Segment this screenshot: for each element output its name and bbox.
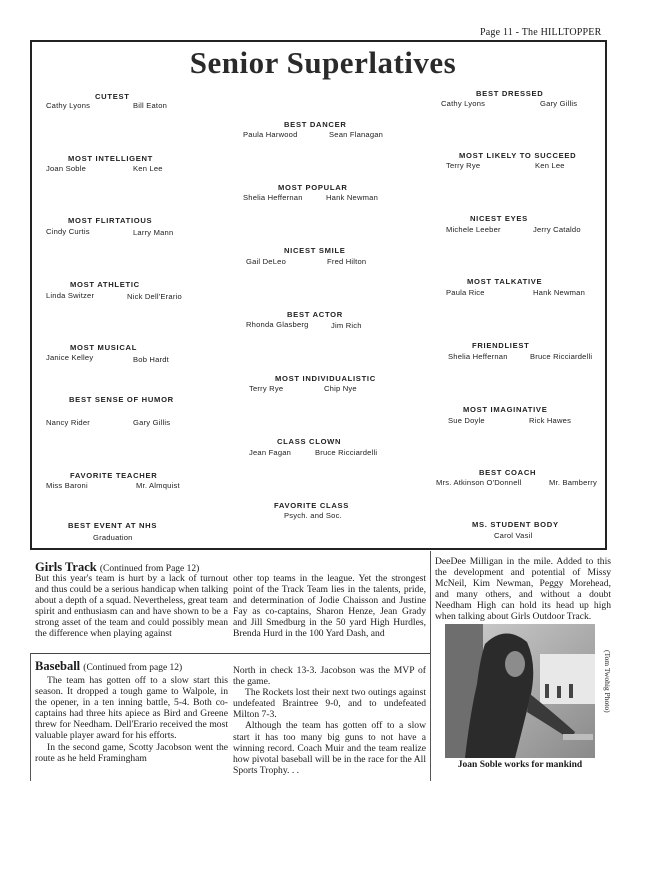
article-text: Although the team has gotten off to a slow start it has too many big guns to not have a winning record. Coach Muir and the team realize how pivotal baseball will be in the race for the All Sports Trophy. . .: [233, 720, 426, 776]
award-category: MOST FLIRTATIOUS: [68, 216, 153, 225]
award-winner: Hank Newman: [533, 288, 586, 297]
award-winner: Jerry Cataldo: [533, 225, 581, 234]
award-winner: Rhonda Glasberg: [246, 320, 309, 329]
award-category: BEST EVENT AT NHS: [68, 521, 158, 530]
award-winner: Mr. Almquist: [136, 481, 180, 490]
page-title: Senior Superlatives: [189, 45, 457, 80]
article-title-baseball: [35, 659, 182, 674]
award-winner: Michele Leeber: [446, 225, 501, 234]
award-category: CUTEST: [95, 92, 130, 101]
award-winner: Gail DeLeo: [246, 257, 286, 266]
award-category: NICEST EYES: [470, 214, 528, 223]
award-winner: Bill Eaton: [133, 101, 168, 110]
award-winner: Bruce Ricciardelli: [315, 448, 378, 457]
award-winner: Joan Soble: [46, 164, 86, 173]
award-winner: Psych. and Soc.: [284, 511, 342, 520]
section-divider: [30, 653, 31, 781]
photo-joan-soble: [445, 624, 595, 758]
award-winner: Cindy Curtis: [46, 227, 90, 236]
award-category: NICEST SMILE: [284, 246, 346, 255]
award-category: MOST TALKATIVE: [467, 277, 543, 286]
award-category: MOST POPULAR: [278, 183, 348, 192]
award-category: MOST MUSICAL: [70, 343, 138, 352]
award-winner: Chip Nye: [324, 384, 357, 393]
award-winner: Larry Mann: [133, 228, 174, 237]
award-category: CLASS CLOWN: [277, 437, 342, 446]
article-text: The Rockets lost their next two outings against undefeated Braintree 9-0, and to undefeated Milton 7-3.: [233, 687, 426, 721]
award-winner: Paula Rice: [446, 288, 485, 297]
column-divider: [430, 551, 431, 781]
award-winner: Sean Flanagan: [329, 130, 384, 139]
award-winner: Hank Newman: [326, 193, 379, 202]
award-winner: Jean Fagan: [249, 448, 292, 457]
award-winner: Shelia Heffernan: [243, 193, 303, 202]
award-winner: Mrs. Atkinson O'Donnell: [436, 478, 522, 487]
award-category: BEST DANCER: [284, 120, 347, 129]
award-winner: Jim Rich: [331, 321, 362, 330]
award-winner: Mr. Bamberry: [549, 478, 597, 487]
award-category: MS. STUDENT BODY: [472, 520, 559, 529]
award-winner: Linda Switzer: [46, 291, 95, 300]
article-text: DeeDee Milligan in the mile. Added to this the development and potential of Missy McNeil, Kim Newman, Peggy Morehead, and many others, and without a doubt Needham High can hold its head up high when talking about Girls Outdoor Track.: [435, 556, 611, 623]
award-category: MOST IMAGINATIVE: [463, 405, 548, 414]
award-winner: Cathy Lyons: [441, 99, 486, 108]
award-category: BEST DRESSED: [476, 89, 544, 98]
photo-caption: Joan Soble works for mankind: [457, 760, 583, 770]
baseball-col1: [35, 675, 228, 764]
award-winner: Ken Lee: [535, 161, 565, 170]
award-category: MOST ATHLETIC: [70, 280, 140, 289]
award-winner: Carol Vasil: [494, 531, 533, 540]
award-winner: Bob Hardt: [133, 355, 169, 364]
award-winner: Miss Baroni: [46, 481, 88, 490]
award-winner: Sue Doyle: [448, 416, 485, 425]
continued-note: (Continued from Page 12): [99, 564, 200, 574]
article-text: North in check 13-3. Jacobson was the MVP of the game.: [233, 665, 426, 688]
award-winner: Graduation: [93, 533, 133, 542]
award-category: MOST INTELLIGENT: [68, 154, 154, 163]
award-winner: Nick Dell'Erario: [127, 292, 182, 301]
article-text: other top teams in the league. Yet the strongest point of the Track Team lies in the talents, pride, and determination of Jodie Chaisson and Justine Fay as co-captains, Sharon Henze, Jean Grady and Jill Smedburg in the 50 yard High Hurdles, Brenda Hurd in the 100 Yard Dash, and: [233, 573, 426, 640]
award-category: BEST COACH: [479, 468, 537, 477]
girls-track-col2: [233, 573, 426, 640]
award-winner: Gary Gillis: [133, 418, 171, 427]
award-winner: Cathy Lyons: [46, 101, 91, 110]
award-winner: Shelia Heffernan: [448, 352, 508, 361]
award-winner: Fred Hilton: [327, 257, 367, 266]
award-category: BEST ACTOR: [287, 310, 343, 319]
award-winner: Rick Hawes: [529, 416, 572, 425]
award-winner: Gary Gillis: [540, 99, 578, 108]
award-category: FRIENDLIEST: [472, 341, 530, 350]
award-winner: Janice Kelley: [46, 353, 94, 362]
award-category: FAVORITE TEACHER: [70, 471, 158, 480]
award-category: MOST LIKELY TO SUCCEED: [459, 151, 577, 160]
article-title: Girls Track: [35, 560, 97, 574]
photo-credit: (Tom Twohig Photo): [603, 650, 612, 713]
award-winner: Ken Lee: [133, 164, 163, 173]
girls-track-col1: [35, 573, 228, 640]
photo-image: [445, 624, 595, 758]
award-winner: Terry Rye: [446, 161, 481, 170]
award-winner: Terry Rye: [249, 384, 284, 393]
article-text: But this year's team is hurt by a lack of turnout and thus could be a serious handicap when talking about a depth of a squad. Nevertheless, great team spirit and enthusiasm can and have shown to be a strong asset of the team and could possibly mean the difference when playing against: [35, 573, 228, 640]
section-divider: [30, 653, 430, 654]
article-text: The team has gotten off to a slow start this season. It dropped a tough game to Walpole, in the opener, in a ten inning battle, 5-4. Both co-captains had three hits apiece as Bird and Greene threw for Needham. Dell'Erario received the most valuable player award for his efforts.: [35, 675, 228, 742]
award-winner: Nancy Rider: [46, 418, 90, 427]
award-winner: Bruce Ricciardelli: [530, 352, 593, 361]
award-winner: Paula Harwood: [243, 130, 298, 139]
award-category: MOST INDIVIDUALISTIC: [275, 374, 376, 383]
award-category: FAVORITE CLASS: [274, 501, 350, 510]
baseball-col2: [233, 665, 426, 776]
award-category: BEST SENSE OF HUMOR: [69, 395, 174, 404]
girls-track-col3: [435, 556, 611, 623]
article-title: Baseball: [35, 659, 81, 673]
page-header: Page 11 - The HILLTOPPER: [480, 27, 602, 38]
continued-note: (Continued from page 12): [83, 663, 183, 673]
article-text: In the second game, Scotty Jacobson went the route as he held Framingham: [35, 741, 228, 764]
